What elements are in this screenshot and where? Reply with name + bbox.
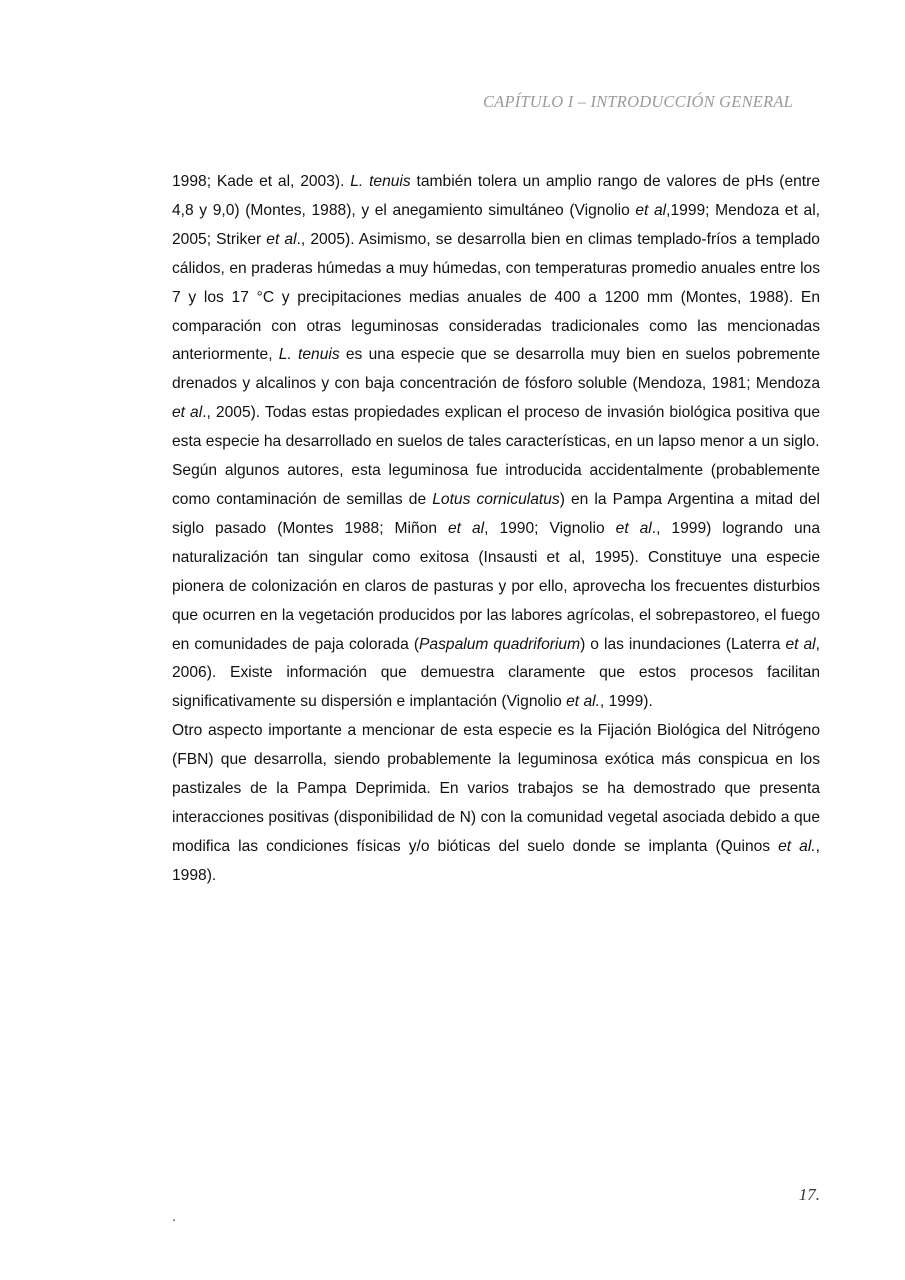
- text-run: ., 2005). Asimismo, se desarrolla bien en climas templado-fríos a templado cálidos, en praderas húmedas a muy húmedas, con temperaturas promedio anuales entre los 7 y los 17 °C y precipitaciones medias anuales de 400 a 1200 mm (Montes, 1988). En comparación con otras leguminosas consideradas tradicionales como las mencionadas anteriormente,: [172, 230, 820, 364]
- paragraph: [172, 717, 820, 890]
- paragraph: [172, 457, 820, 717]
- text-run: , 1999).: [599, 693, 653, 711]
- text-run: ., 2005). Todas estas propiedades explican el proceso de invasión biológica positiva que esta especie ha desarrollado en suelos de tales características, en un lapso menor a un siglo.: [172, 404, 820, 451]
- italic-text: L. tenuis: [350, 173, 411, 190]
- body-text: [172, 168, 820, 891]
- text-run: Según algunos autores, esta leguminosa fue introducida accidentalmente (probablemente como contaminación de semillas de: [172, 462, 820, 508]
- italic-text: et al.: [778, 837, 816, 855]
- italic-text: et al: [785, 635, 816, 653]
- italic-text: et al: [615, 519, 652, 537]
- italic-text: et al: [172, 404, 203, 422]
- italic-text: Paspalum quadriforium: [419, 635, 581, 653]
- italic-text: Lotus corniculatus: [432, 490, 560, 508]
- text-run: 1998; Kade et al, 2003).: [172, 173, 351, 190]
- italic-text: et al: [635, 201, 667, 219]
- page-number: 17.: [798, 1185, 820, 1204]
- italic-text: L. tenuis: [278, 346, 340, 364]
- text-run: , 2006). Existe información que demuestra claramente que estos procesos facilitan significativamente su dispersión e implantación (Vignolio: [172, 635, 820, 711]
- italic-text: et al.: [566, 693, 600, 711]
- text-run: ) o las inundaciones (Laterra: [580, 635, 786, 653]
- footer-mark: .: [172, 1208, 176, 1224]
- italic-text: et al: [447, 519, 485, 537]
- text-run: ., 1999) logrando una naturalización tan singular como exitosa (Insausti et al, 1995). Constituye una especie pionera de colonización en claros de pasturas y por ello, aprovecha los frecuentes disturbios que ocurren en la vegetación producidos por las labores agrícolas, el sobrepastoreo, el fuego en comunidades de paja colorada (: [172, 519, 820, 653]
- paragraph: [172, 168, 820, 457]
- text-run: , 1998).: [172, 837, 820, 884]
- italic-text: et al: [266, 230, 297, 248]
- text-run: ,1999; Mendoza et al, 2005; Striker: [172, 201, 820, 248]
- running-header: CAPÍTULO I – INTRODUCCIÓN GENERAL: [482, 92, 793, 111]
- text-run: , 1990; Vignolio: [484, 519, 616, 537]
- text-run: es una especie que se desarrolla muy bien en suelos pobremente drenados y alcalinos y con baja concentración de fósforo soluble (Mendoza, 1981; Mendoza: [172, 346, 820, 393]
- text-run: ) en la Pampa Argentina a mitad del siglo pasado (Montes 1988; Miñon: [172, 490, 821, 537]
- text-run: Otro aspecto importante a mencionar de esta especie es la Fijación Biológica del Nitrógeno (FBN) que desarrolla, siendo probablemente la leguminosa exótica más conspicua en los pastizales de la Pampa Deprimida. En varios trabajos se ha demostrado que presenta interacciones positivas (disponibilidad de N) con la comunidad vegetal asociada debido a que modifica las condiciones físicas y/o bióticas del suelo donde se implanta (Quinos: [172, 722, 820, 855]
- text-run: también tolera un amplio rango de valores de pHs (entre 4,8 y 9,0) (Montes, 1988), y el anegamiento simultáneo (Vignolio: [172, 173, 821, 219]
